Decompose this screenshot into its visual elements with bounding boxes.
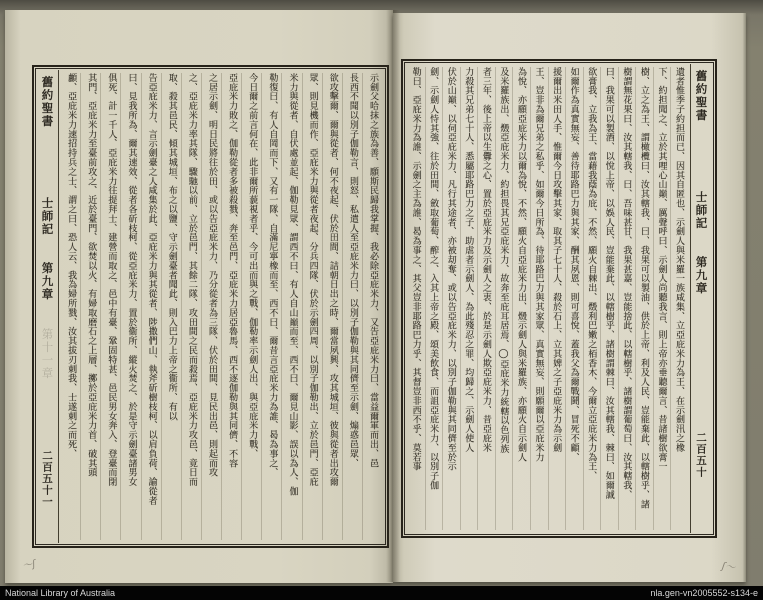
book-spine-shadow <box>386 10 400 582</box>
library-name-label: National Library of Australia <box>5 588 116 598</box>
chapter-label: 第九章 <box>40 262 55 301</box>
text-column: 者三年、後上帝以生釁之心、置於亞庇米力及示劍人之衷、於是示劍人欺亞庇米力、昔亞庇米 <box>478 67 496 530</box>
pencil-mark: ʃ〜 <box>721 561 736 574</box>
text-column: 力殺其兄弟七十人、悉屬耶路巴力之子、助虐者示劍人、為此殘忍之罪、均歸之、示劍人使人 <box>461 67 479 530</box>
text-column: 遺者惟季子約担而已、因其自匿也、示劍人與米羅一族咸集、立亞庇米力為王、在示劍汛之橡 <box>674 67 684 453</box>
text-column: 伏於山巔、以伺亞庇米力、凡行其途者、亦被刧奪、或以告亞庇米力、以別子伽勒與其同儕至於示 <box>443 67 461 530</box>
page-number: 二百五十一 <box>41 450 53 508</box>
text-column: 告亞庇米力、言示劍臺之人咸集於此、亞庇米力與其從者、陟撒們山、執斧斫樹枝柯、以肩負荷、諭從者 <box>142 73 162 540</box>
text-column: 劍、示劍人恃其強、往於田間、斂取葡萄、醡之、入其上帝之殿、頌美飲食、而詛亞庇米力、以別子伽 <box>426 67 444 530</box>
text-column: 及米羅族出、燬亞庇米力、約担畏其兄亞庇米力、故奔至庇耳居焉、◯亞庇米力統轄以色列族 <box>496 67 514 530</box>
work-title: 舊約聖書 <box>40 76 55 128</box>
right-page-frame <box>401 59 717 538</box>
text-column: 取、殺其邑民、傾其城垣、布之以鹽、守示劍臺者聞此、則入巴力上帝之衞所、有以 <box>162 73 182 540</box>
bleedthrough-chapter-label: 第十一章 <box>40 328 55 380</box>
text-column: 米力與從者、自伏處並起、伽勒見眾、謂西不曰、有人自山巔而至、西不曰、爾見山影、誤以為人、伽 <box>282 73 302 540</box>
text-column: 之、亞庇米力率其隊、驟馳以前、立於邑門、其餘二隊、攻田間之民而殺焉、亞庇米力攻邑、竟日而 <box>182 73 202 540</box>
text-column: 長西不聞以別子伽勒言、則怒、私遣人至亞庇米力曰、以別子伽勒與其同儕至示劍、煽惑邑眾、 <box>343 73 363 540</box>
left-page-text-block <box>59 70 384 543</box>
text-column: 示劍父哈抹之族為善、願斯民歸我掌握、我必除亞庇米力、又告亞庇米力曰、當益爾軍而出、邑 <box>368 73 378 468</box>
text-column: 俱死、計一千人、亞庇米力往提拜士、建營而取之、邑中有臺、鞏固特甚、邑民男女奔入、登臺而閉 <box>101 73 121 540</box>
text-column: 今日爾之前言何在、此非爾所藐視者乎、今可出而與之戰、伽勒率示劍人出、與亞庇米力戰、 <box>242 73 262 540</box>
book-title: 士師記 <box>40 197 55 236</box>
book-title: 士師記 <box>694 191 709 230</box>
chapter-label: 第九章 <box>694 256 709 295</box>
text-column: 援爾出米田人手、惟爾今日攻擊其家、取其子七十人、殺於石上、立其婢之子亞庇米力為示劍 <box>549 67 567 530</box>
text-column: 欲攻擊爾、爾與從者、何不夜起、伏於田間、詰朝日出之時、爾當夙興、攻其城垣、彼與從者出攻爾 <box>323 73 343 540</box>
left-page <box>5 10 393 583</box>
right-page-text-block <box>406 64 690 533</box>
left-page-margin-column <box>37 70 59 543</box>
text-column: 樹謂無花果曰、汝其轄我、曰、吾味甚甘、我果甚嘉、豈能捨此、以轄樹乎、諸樹謂葡萄曰、汝其轄我、 <box>619 67 637 530</box>
page-number: 二百五十 <box>695 432 707 478</box>
text-column: 下、約担聞之、立於其哩心山巔、厲聲呼曰、示劍人尚聽我言、則上帝亦垂聽爾言、昔諸樹欲膏一 <box>654 67 672 530</box>
text-column: 亞庇米力敗之、伽勒從者多被殺戮、奔至邑門、亞庇米力居亞魯馬、西不逐伽勒與其同儕、不容 <box>222 73 242 540</box>
text-column: 樹、立之為王、謂橄欖曰、汝其轄我、曰、我果可以製油、供於上帝、利及人民、豈能棄此、以轄樹乎、諸 <box>636 67 654 530</box>
image-id-label: nla.gen-vn2005552-s134-e <box>650 588 758 598</box>
text-column: 眾、則見機而作、亞庇米力與從者夜起、分兵四隊、伏於示劍四周、以別子伽勒出、立於邑門、亞庇 <box>303 73 323 540</box>
text-column: 曰、見我所為、爾其速效、從者各斫枝柯、從亞庇米力、置於衞所、縱火焚之、於是守示劍臺諸男女 <box>121 73 141 540</box>
text-column: 顱、亞庇米力速招持兵之士、謂之曰、恐人云、我為婦所戮、汝其拔刃刺我、士遂刺之而死、 <box>61 73 81 540</box>
work-title: 舊約聖書 <box>694 70 709 122</box>
text-column: 欲膏我、立我為王、當藉我蔭為庇、不然、願火自棘出、燬利巴嫩之栢香木、今爾立亞庇米力為王、 <box>584 67 602 530</box>
pencil-mark: 〜ʃ <box>21 558 37 573</box>
right-page-margin-column <box>690 64 712 533</box>
text-column: 勒復曰、有人自岡而下、又有一隊、自滿尼寧橡而至、西不曰、爾昔言亞庇米力為誰、曷為事之、 <box>262 73 282 540</box>
text-column: 其門、亞庇米力至臺前攻之、近於臺門、欲焚以火、有婦取磨石之上層、擲於亞庇米力首、破其頭 <box>81 73 101 540</box>
text-column: 如爾作為真實無妄、善待耶路巴力與其家、酬其夙恩、則可喜悅、蓋我父為爾戰鬪、冒死不顧、 <box>566 67 584 530</box>
text-column: 王、豈非為爾兄弟之私乎、如爾今日所為、待耶路巴力與其家眾、真實無妄、則願爾以亞庇米力 <box>531 67 549 530</box>
right-page <box>393 13 746 582</box>
left-page-frame <box>32 65 389 548</box>
text-column: 之居示劍、明日民將往於田、或以告亞庇米力、乃分從者為三隊、伏於田間、見民出邑、則起而攻 <box>202 73 222 540</box>
text-column: 曰、我果可以製酒、以悅上帝、以娛人民、豈能棄此、以轄樹乎、諸樹謂棘曰、汝其轄我、棘曰、如爾誠 <box>601 67 619 530</box>
caption-bar <box>0 586 763 600</box>
text-column: 勒曰、亞庇米力為誰、示劍之主為誰、曷為事之、其父豈非耶路巴力乎、其督豈非西不乎、莫若事 <box>408 67 426 530</box>
text-column: 為悅、亦願亞庇米力以爾為悅、不然、願火自亞庇米力出、燬示劍人與米羅族、亦願火自示劍人 <box>513 67 531 530</box>
